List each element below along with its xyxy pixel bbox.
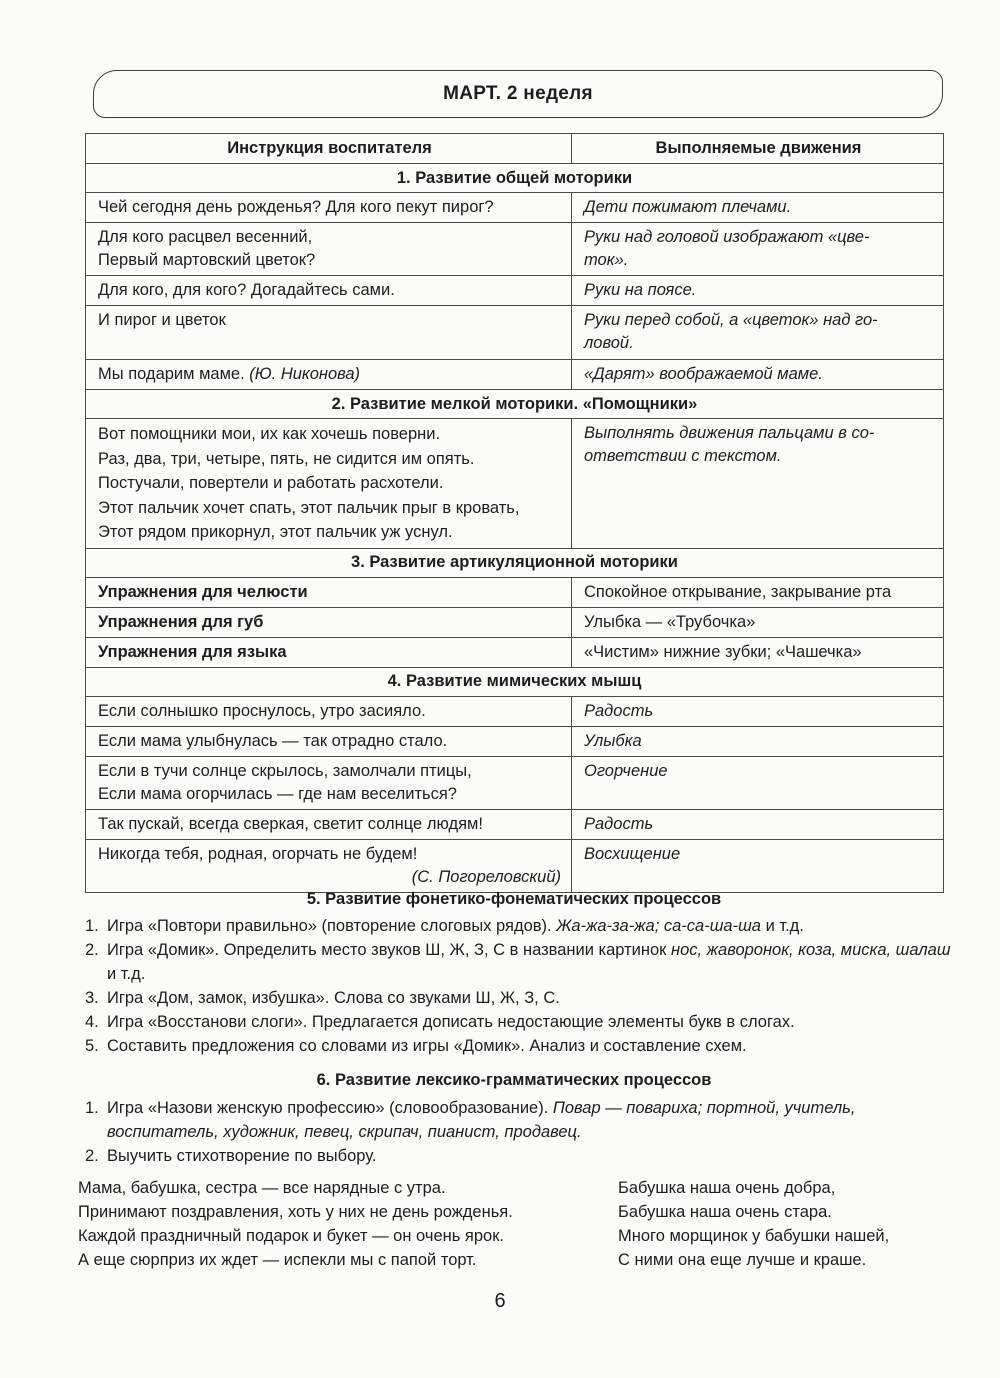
list-item-text: Составить предложения со словами из игры «Домик». Анализ и составление схем. bbox=[107, 1037, 747, 1055]
page-number: 6 bbox=[494, 1290, 506, 1312]
section-6-list bbox=[85, 1096, 955, 1168]
list-item bbox=[85, 986, 955, 1010]
list-item-tail: и т.д. bbox=[765, 917, 804, 935]
instruction-cell: Упражнения для губ bbox=[86, 607, 572, 637]
poem-left: Мама, бабушка, сестра — все нарядные с утра. Принимают поздравления, хоть у них не день рожденья. Каждой праздничный подарок и букет — он очень ярок. А еще сюрприз их ждет — испекли мы с папой торт. bbox=[78, 1179, 513, 1269]
section-row bbox=[86, 667, 944, 696]
instruction-cell: Упражнения для челюсти bbox=[86, 577, 572, 607]
list-item bbox=[85, 1034, 955, 1058]
list-item-text: Игра «Восстанови слоги». Предлагается дописать недостающие элементы букв в слогах. bbox=[107, 1013, 795, 1031]
list-item bbox=[85, 1144, 955, 1168]
instruction-cell: Если мама улыбнулась — так отрадно стало. bbox=[86, 726, 572, 756]
table-row bbox=[86, 756, 944, 809]
list-item-text: Игра «Назови женскую профессию» (словообразование). bbox=[107, 1099, 549, 1117]
list-item-number: 2. bbox=[85, 1147, 99, 1165]
list-item-text: Игра «Дом, замок, избушка». Слова со звуками Ш, Ж, З, С. bbox=[107, 989, 560, 1007]
table-row bbox=[86, 726, 944, 756]
section-title: 3. Развитие артикуляционной моторики bbox=[86, 548, 944, 577]
section-title: 2. Развитие мелкой моторики. «Помощники» bbox=[86, 390, 944, 419]
table-row bbox=[86, 276, 944, 306]
author-attribution: (Ю. Никонова) bbox=[249, 365, 361, 383]
list-item-text: Игра «Повтори правильно» (повторение слоговых рядов). bbox=[107, 917, 552, 935]
list-item-number: 1. bbox=[85, 917, 99, 935]
list-item-number: 1. bbox=[85, 1099, 99, 1117]
list-item bbox=[85, 914, 955, 938]
movement-cell: Радость bbox=[572, 809, 944, 839]
instruction-text: Мы подарим маме. bbox=[98, 365, 245, 383]
list-item-number: 4. bbox=[85, 1013, 99, 1031]
instruction-cell bbox=[86, 360, 572, 390]
instruction-cell: Если солнышко проснулось, утро засияло. bbox=[86, 696, 572, 726]
table-row bbox=[86, 637, 944, 667]
instruction-cell: Для кого, для кого? Догадайтесь сами. bbox=[86, 276, 572, 306]
movement-cell: Дети пожимают плечами. bbox=[572, 193, 944, 223]
table-header-movements: Выполняемые движения bbox=[572, 134, 944, 164]
list-item bbox=[85, 938, 955, 986]
instruction-cell: Для кого расцвел весенний, Первый мартовский цветок? bbox=[86, 223, 572, 276]
instruction-cell: Упражнения для языка bbox=[86, 637, 572, 667]
list-item-example: Жа-жа-за-жа; са-са-ша-ша bbox=[556, 917, 761, 935]
section-title: 4. Развитие мимических мышц bbox=[86, 667, 944, 696]
table-row bbox=[86, 839, 944, 892]
table-row bbox=[86, 696, 944, 726]
table-header-instruction: Инструкция воспитателя bbox=[86, 134, 572, 164]
movement-cell: Улыбка bbox=[572, 726, 944, 756]
section-5-title: 5. Развитие фонетико-фонематических процессов bbox=[306, 890, 722, 908]
instruction-cell: Если в тучи солнце скрылось, замолчали птицы, Если мама огорчилась — где нам веселиться? bbox=[86, 756, 572, 809]
movement-cell: «Дарят» воображаемой маме. bbox=[572, 360, 944, 390]
list-item bbox=[85, 1096, 955, 1144]
movement-cell: Радость bbox=[572, 696, 944, 726]
section-title: 1. Развитие общей моторики bbox=[86, 164, 944, 193]
list-item-example: нос, жаворонок, коза, миска, шалаш bbox=[670, 941, 951, 959]
table-row bbox=[86, 809, 944, 839]
instruction-cell: Чей сегодня день рожденья? Для кого пекут пирог? bbox=[86, 193, 572, 223]
section-row bbox=[86, 548, 944, 577]
instruction-cell bbox=[86, 839, 572, 892]
instruction-text: Никогда тебя, родная, огорчать не будем! bbox=[98, 844, 418, 863]
table-row bbox=[86, 306, 944, 360]
table-row bbox=[86, 223, 944, 276]
page-title-banner bbox=[93, 70, 943, 118]
table-row bbox=[86, 607, 944, 637]
instruction-cell: И пирог и цветок bbox=[86, 306, 572, 360]
table-row bbox=[86, 360, 944, 390]
author-attribution: (С. Погореловский) bbox=[411, 867, 561, 886]
list-item-tail: и т.д. bbox=[107, 965, 146, 983]
table-row bbox=[86, 419, 944, 549]
exercise-table bbox=[85, 133, 944, 893]
section-6-title: 6. Развитие лексико-грамматических процессов bbox=[316, 1071, 712, 1089]
movement-cell: Огорчение bbox=[572, 756, 944, 809]
movement-cell: Спокойное открывание, закрывание рта bbox=[572, 577, 944, 607]
list-item bbox=[85, 1010, 955, 1034]
movement-cell: Выполнять движения пальцами в со- ответствии с текстом. bbox=[572, 419, 944, 549]
movement-cell: «Чистим» нижние зубки; «Чашечка» bbox=[572, 637, 944, 667]
instruction-cell: Вот помощники мои, их как хочешь поверни. Раз, два, три, четыре, пять, не сидится им опять. Постучали, повертели и работать расхотели. Этот пальчик хочет спать, этот пальчик прыг в кровать, Этот рядом прикорнул, этот пальчик уж уснул. bbox=[86, 419, 572, 549]
instruction-cell: Так пускай, всегда сверкая, светит солнце людям! bbox=[86, 809, 572, 839]
movement-cell: Восхищение bbox=[572, 839, 944, 892]
list-item-example: Повар — повариха; портной, учитель, воспитатель, художник, певец, скрипач, пианист, продавец. bbox=[107, 1099, 856, 1141]
list-item-number: 3. bbox=[85, 989, 99, 1007]
movement-cell: Руки на поясе. bbox=[572, 276, 944, 306]
table-row bbox=[86, 577, 944, 607]
table-header-row bbox=[86, 134, 944, 164]
poem-right: Бабушка наша очень добра, Бабушка наша очень стара. Много морщинок у бабушки нашей, С ними она еще лучше и краше. bbox=[618, 1179, 890, 1269]
section-5-list bbox=[85, 914, 955, 1058]
list-item-text: Выучить стихотворение по выбору. bbox=[107, 1147, 377, 1165]
list-item-number: 5. bbox=[85, 1037, 99, 1055]
section-row bbox=[86, 390, 944, 419]
list-item-number: 2. bbox=[85, 941, 99, 959]
table-row bbox=[86, 193, 944, 223]
movement-cell: Руки над головой изображают «цве- ток». bbox=[572, 223, 944, 276]
movement-cell: Руки перед собой, а «цветок» над го- ловой. bbox=[572, 306, 944, 360]
section-row bbox=[86, 164, 944, 193]
page-title: МАРТ. 2 неделя bbox=[443, 83, 593, 104]
movement-cell: Улыбка — «Трубочка» bbox=[572, 607, 944, 637]
list-item-text: Игра «Домик». Определить место звуков Ш, Ж, З, С в названии картинок bbox=[107, 941, 667, 959]
